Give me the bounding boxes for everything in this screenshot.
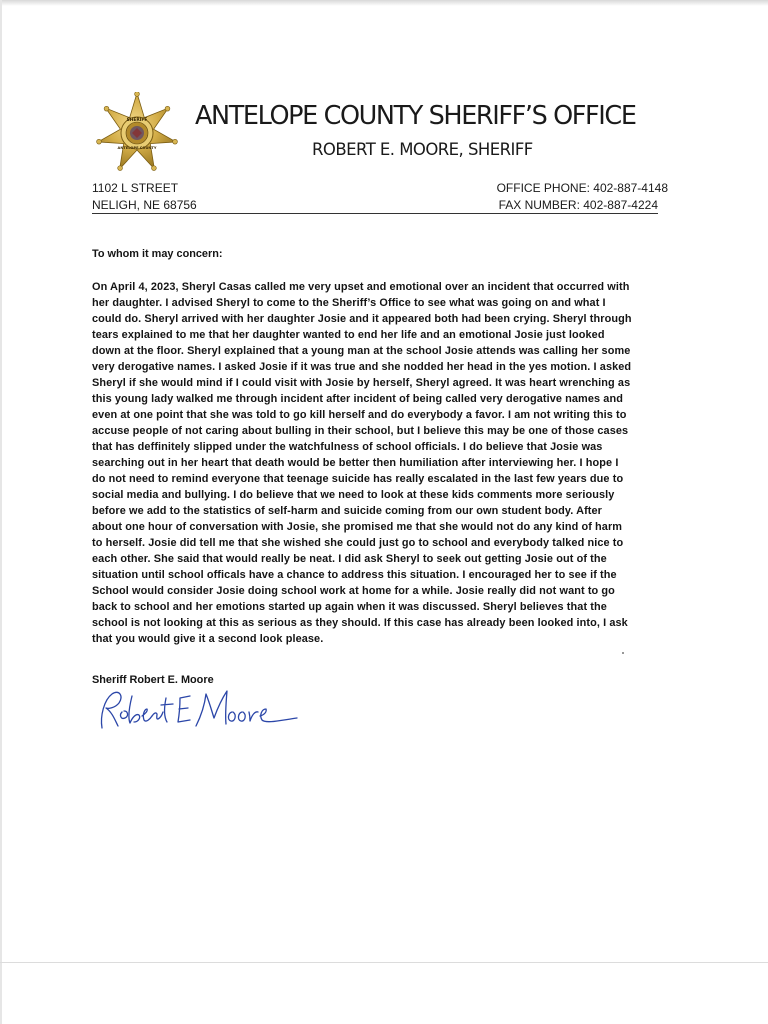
sheriff-star-badge-icon: [96, 92, 178, 174]
badge-star-tip: [135, 92, 140, 96]
salutation: To whom it may concern:: [92, 248, 223, 260]
badge-bottom-text: ANTELOPE COUNTY: [117, 146, 157, 150]
letter-body: On April 4, 2023, Sheryl Casas called me very upset and emotional over an incident that occurred with her daughter. I advised Sheryl to come to the Sheriff’s Office to see what was going on and what I could do. Sheryl arrived with her daughter Josie and it appeared both had been crying. Sheryl through tears explained to me that her daughter wanted to end her life and an emotional Josie just looked down at the floor. Sheryl explained that a young man at the school Josie attends was calling her some very derogative names. I asked Josie if it was true and she nodded her head in the yes motion. I asked Sheryl if she would mind if I could visit with Josie by herself, Sheryl agreed. It was heart wrenching as this young lady walked me through incident after incident of being called very derogative names and even at one point that she was told to go kill herself and do everybody a favor. I am not writing this to accuse people of not caring about bulling in their school, but I believe this may be one of those cases that has deffinitely slipped under the watchfulness of school officials. I do believe that Josie was searching out in her heart that death would be better then humiliation after interviewing her. I hope I do not need to remind everyone that teenage suicide has really escalated in the last few years due to social media and bullying. I do believe that we need to look at these kids comments more seriously before we add to the statistics of self-harm and suicide coming from our own student body. After about one hour of conversation with Josie, she promised me that she would not do any kind of harm to herself. Josie did tell me that she wished she could just go to school and everybody talked nice to each other. She said that would really be neat. I did ask Sheryl to seek out getting Josie out of the situation until school officals have a chance to address this situation. I encouraged her to see if the School would consider Josie doing school work at home for a while. Josie really did not want to go back to school and her emotions started up again when it was discussed. Sheryl believes that the school is not looking at this as serious as they should. If this case has already been looked into, I ask that you would give it a second look please.: [92, 281, 632, 645]
scan-edge-top: [0, 0, 768, 6]
badge-star-tip: [152, 166, 157, 171]
letterhead-divider: [92, 213, 658, 214]
signer-name: Sheriff Robert E. Moore: [92, 674, 214, 686]
scan-edge-left: [0, 0, 2, 1024]
badge-star-tip: [97, 139, 102, 144]
sheriff-name-heading: ROBERT E. MOORE, SHERIFF: [312, 140, 533, 159]
scan-speck: [622, 652, 624, 654]
signature-text: Robert E Moore: [195, 732, 203, 733]
address-city: NELIGH, NE 68756: [92, 198, 197, 212]
badge-star-tip: [165, 106, 170, 111]
badge-top-text: SHERIFF: [126, 118, 148, 123]
agency-title: ANTELOPE COUNTY SHERIFF’S OFFICE: [195, 101, 636, 131]
fax-number: FAX NUMBER: 402-887-4224: [498, 198, 658, 212]
office-phone: OFFICE PHONE: 402-887-4148: [496, 181, 668, 195]
badge-star-tip: [104, 106, 109, 111]
scan-edge-bottom: [0, 962, 768, 963]
badge-star-tip: [118, 166, 123, 171]
address-street: 1102 L STREET: [92, 181, 179, 195]
handwritten-signature: [92, 682, 307, 734]
badge-star-tip: [173, 139, 178, 144]
